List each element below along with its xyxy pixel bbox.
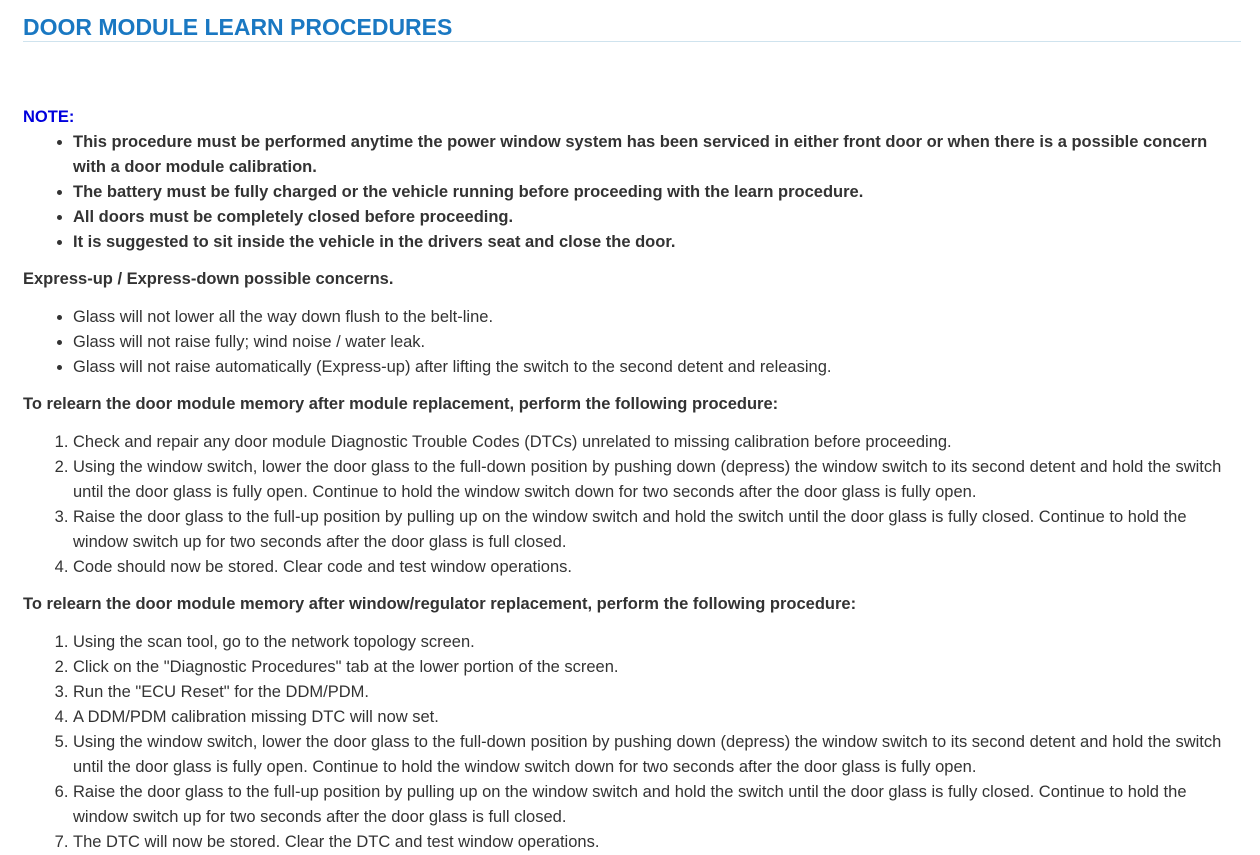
procedure-step: 7. The DTC will now be stored. Clear the DTC and test window operations. <box>73 830 1241 855</box>
regulator-replacement-steps <box>23 630 1241 855</box>
module-replacement-heading: To relearn the door module memory after module replacement, perform the following procedure: <box>23 395 779 413</box>
note-item: • It is suggested to sit inside the vehicle in the drivers seat and close the door. <box>73 230 1241 255</box>
list-item: • Glass will not raise fully; wind noise / water leak. <box>73 330 1241 355</box>
note-item: • The battery must be fully charged or the vehicle running before proceeding with the learn procedure. <box>73 180 1241 205</box>
regulator-replacement-section <box>23 592 1241 855</box>
express-concerns-section <box>23 267 1241 380</box>
procedure-step: 2. Using the window switch, lower the door glass to the full-down position by pushing down (depress) the window switch to its second detent and hold the switch until the door glass is fully open. Continue to hold the window switch down for two seconds after the door glass is fully open. <box>73 455 1241 505</box>
note-item: • This procedure must be performed anytime the power window system has been serviced in either front door or when there is a possible concern with a door module calibration. <box>73 130 1241 180</box>
procedure-step: 3. Raise the door glass to the full-up position by pulling up on the window switch and hold the switch until the door glass is fully closed. Continue to hold the window switch up for two seconds after the door glass is full closed. <box>73 505 1241 555</box>
document-page <box>23 0 1241 851</box>
procedure-step: 5. Using the window switch, lower the door glass to the full-down position by pushing down (depress) the window switch to its second detent and hold the switch until the door glass is fully open. Continue to hold the window switch down for two seconds after the door glass is fully open. <box>73 730 1241 780</box>
module-replacement-steps <box>23 430 1241 580</box>
note-list <box>23 130 1241 255</box>
module-replacement-section <box>23 392 1241 580</box>
procedure-step: 2. Click on the "Diagnostic Procedures" tab at the lower portion of the screen. <box>73 655 1241 680</box>
list-item: • Glass will not lower all the way down flush to the belt-line. <box>73 305 1241 330</box>
page-title: DOOR MODULE LEARN PROCEDURES <box>23 0 1241 42</box>
procedure-step: 4. A DDM/PDM calibration missing DTC will now set. <box>73 705 1241 730</box>
procedure-step: 1. Check and repair any door module Diagnostic Trouble Codes (DTCs) unrelated to missing calibration before proceeding. <box>73 430 1241 455</box>
note-item: • All doors must be completely closed before proceeding. <box>73 205 1241 230</box>
procedure-step: 6. Raise the door glass to the full-up position by pulling up on the window switch and hold the switch until the door glass is fully closed. Continue to hold the window switch up for two seconds after the door glass is full closed. <box>73 780 1241 830</box>
procedure-step: 3. Run the "ECU Reset" for the DDM/PDM. <box>73 680 1241 705</box>
procedure-step: 4. Code should now be stored. Clear code and test window operations. <box>73 555 1241 580</box>
express-concerns-list <box>23 305 1241 380</box>
procedure-step: 1. Using the scan tool, go to the network topology screen. <box>73 630 1241 655</box>
express-concerns-heading: Express-up / Express-down possible concerns. <box>23 270 394 288</box>
regulator-replacement-heading: To relearn the door module memory after window/regulator replacement, perform the following procedure: <box>23 595 857 613</box>
note-label: NOTE: <box>23 108 75 126</box>
list-item: • Glass will not raise automatically (Express-up) after lifting the switch to the second detent and releasing. <box>73 355 1241 380</box>
